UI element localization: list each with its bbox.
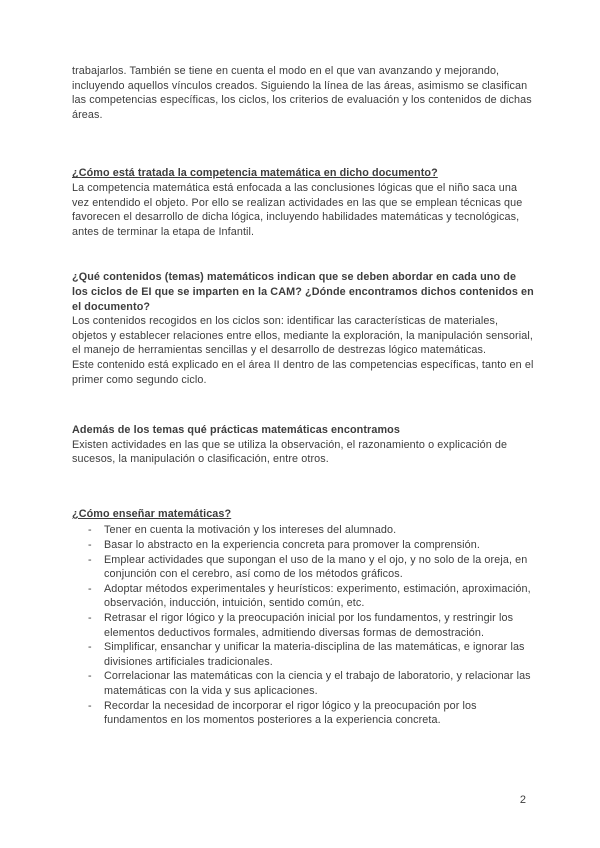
list-item xyxy=(72,669,534,698)
list-item xyxy=(72,582,534,611)
page-number: 2 xyxy=(519,794,526,806)
list-item-text: Tener en cuenta la motivación y los intereses del alumnado. xyxy=(104,524,397,537)
section-competencia-matematica xyxy=(72,166,534,239)
heading-como-ensenar: ¿Cómo enseñar matemáticas? xyxy=(72,507,232,520)
list-item-text: Adoptar métodos experimentales y heurísticos: experimento, estimación, aproximación, observación, inducción, intuición, sentido común, etc. xyxy=(104,582,531,610)
paragraph-competencia-matematica: La competencia matemática está enfocada a las conclusiones lógicas que el niño saca una vez entendido el objeto. Por ello se realizan actividades en las que se emplean técnicas que favorecen el desarrollo de dicha lógica, incluyendo habilidades matemáticas y tecnológicas, antes de terminar la etapa de Infantil. xyxy=(72,181,523,238)
section-contenidos-ciclos xyxy=(72,270,534,387)
paragraph-intro-continuation: trabajarlos. También se tiene en cuenta el modo en el que van avanzando y mejorando, incluyendo aquellos vínculos creados. Siguiendo la línea de las áreas, asimismo se clasifican las competencias específicas, los ciclos, los criterios de evaluación y los contenidos de dichas áreas. xyxy=(72,65,532,121)
list-item xyxy=(72,538,534,553)
section-como-ensenar xyxy=(72,507,534,728)
heading-practicas-matematicas: Además de los temas qué prácticas matemáticas encontramos xyxy=(72,424,400,437)
list-item-text: Basar lo abstracto en la experiencia concreta para promover la comprensión. xyxy=(104,539,480,552)
paragraph-contenidos-ciclos-2: Este contenido está explicado en el área II dentro de las competencias específicas, tanto en el primer como segundo ciclo. xyxy=(72,358,534,386)
bullet-list xyxy=(72,523,534,727)
list-item xyxy=(72,523,534,538)
list-item-text: Correlacionar las matemáticas con la ciencia y el trabajo de laboratorio, y relacionar las matemáticas con la vida y sus aplicaciones. xyxy=(104,670,531,697)
dash-bullet: - xyxy=(88,670,92,683)
paragraph-practicas-matematicas: Existen actividades en las que se utiliza la observación, el razonamiento o explicación de sucesos, la manipulación o clasificación, entre otros. xyxy=(72,438,508,466)
dash-bullet: - xyxy=(88,641,92,654)
dash-bullet: - xyxy=(88,699,92,712)
heading-contenidos-ciclos: ¿Qué contenidos (temas) matemáticos indican que se deben abordar en cada uno de los ciclos de EI que se imparten en la CAM? ¿Dónde encontramos dichos contenidos en el documento? xyxy=(72,271,534,313)
dash-bullet: - xyxy=(88,553,92,566)
dash-bullet: - xyxy=(88,612,92,625)
dash-bullet: - xyxy=(88,539,92,552)
list-item xyxy=(72,611,534,640)
list-item-text: Recordar la necesidad de incorporar el rigor lógico y la preocupación por los fundamentos en los momentos posteriores a la experiencia concreta. xyxy=(104,699,477,727)
dash-bullet: - xyxy=(88,582,92,595)
list-item-text: Simplificar, ensanchar y unificar la materia-disciplina de las matemáticas, e ignorar las divisiones artificiales tradicionales. xyxy=(104,641,525,668)
list-item-text: Retrasar el rigor lógico y la preocupación inicial por los fundamentos, y restringir los elementos deductivos formales, admitiendo diversas formas de demostración. xyxy=(104,612,514,639)
list-item xyxy=(72,640,534,669)
list-item xyxy=(72,699,534,728)
paragraph-contenidos-ciclos-1: Los contenidos recogidos en los ciclos son: identificar las características de materiales, objetos y establecer relaciones entre ellos, mediante la exploración, la manipulación sensorial, el manejo de herramientas sencillas y el desarrollo de destrezas lógico matemáticas. xyxy=(72,315,533,357)
list-item xyxy=(72,553,534,582)
heading-competencia-matematica: ¿Cómo está tratada la competencia matemática en dicho documento? xyxy=(72,167,438,180)
list-item-text: Emplear actividades que supongan el uso de la mano y el ojo, y no solo de la oreja, en conjunción con el cerebro, así como de los métodos gráficos. xyxy=(104,553,528,581)
section-practicas-matematicas xyxy=(72,423,534,467)
dash-bullet: - xyxy=(88,524,92,537)
